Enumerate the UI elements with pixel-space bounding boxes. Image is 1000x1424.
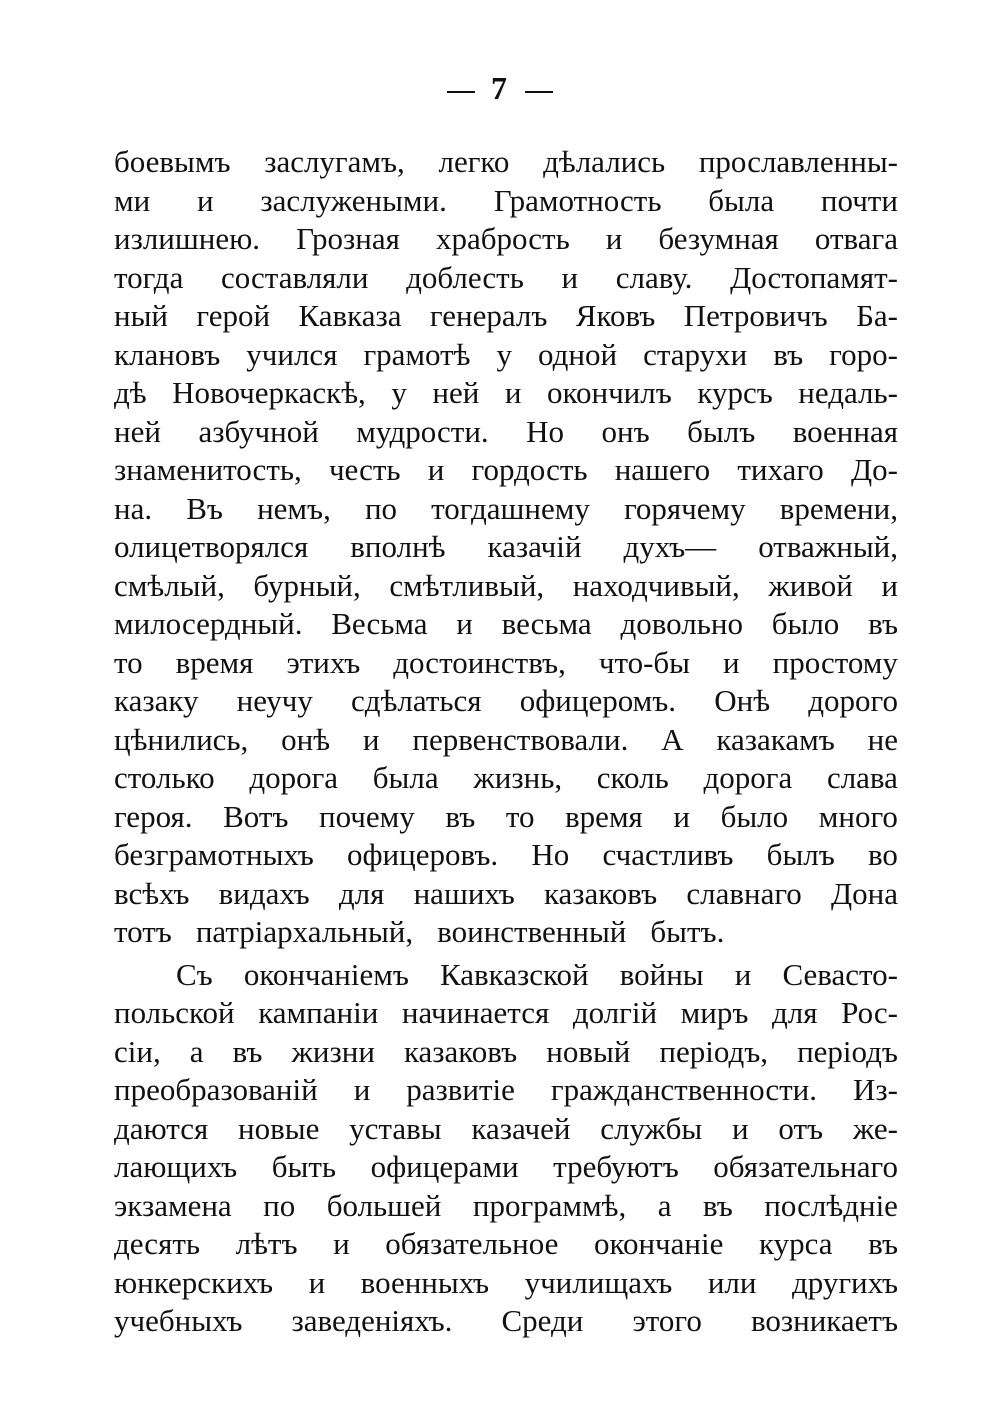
word: лѣтъ bbox=[235, 1226, 298, 1261]
word: старухи bbox=[643, 336, 748, 372]
text-line bbox=[114, 721, 898, 760]
word: другихъ bbox=[791, 1264, 898, 1300]
text-line bbox=[114, 644, 898, 683]
word: и bbox=[881, 567, 898, 603]
word: живой bbox=[768, 567, 853, 603]
word: горо- bbox=[829, 336, 898, 372]
word: и bbox=[427, 452, 445, 487]
word: и bbox=[362, 721, 380, 757]
word: и bbox=[353, 1072, 371, 1107]
word: Вотъ bbox=[223, 798, 289, 834]
word: вполнѣ bbox=[350, 529, 446, 564]
word: офицеромъ. bbox=[519, 683, 677, 718]
word: первенствовали. bbox=[412, 721, 629, 757]
word: казачій bbox=[487, 529, 582, 564]
word: безумная bbox=[658, 221, 779, 256]
word: достоинствъ, bbox=[393, 644, 566, 680]
word: у bbox=[496, 336, 513, 372]
word: составляли bbox=[220, 259, 369, 295]
word: развитіе bbox=[406, 1072, 515, 1107]
text-line bbox=[114, 605, 898, 644]
word: войны bbox=[619, 956, 704, 992]
word: Въ bbox=[186, 490, 223, 526]
word: знаменитость, bbox=[114, 452, 302, 487]
word: въ bbox=[232, 1033, 263, 1069]
word: и bbox=[605, 221, 623, 256]
word: азбучной bbox=[198, 413, 319, 449]
word: олицетворялся bbox=[114, 529, 309, 564]
word: даются bbox=[114, 1110, 209, 1146]
word: и bbox=[504, 375, 522, 410]
word: казаку bbox=[114, 683, 199, 718]
word: ней bbox=[432, 375, 480, 410]
word: Но bbox=[531, 837, 570, 872]
word: время bbox=[565, 798, 643, 834]
word: лающихъ bbox=[114, 1149, 238, 1184]
word: немъ, bbox=[257, 490, 331, 526]
word: была bbox=[708, 182, 775, 218]
word: ный bbox=[114, 298, 169, 333]
text-line bbox=[114, 836, 898, 875]
word: бурный, bbox=[253, 567, 361, 603]
word: легко bbox=[438, 144, 510, 179]
word: миръ bbox=[680, 995, 749, 1030]
word: находчивый, bbox=[572, 567, 740, 603]
text-line bbox=[114, 1302, 898, 1341]
text-line bbox=[114, 374, 898, 413]
word: клановъ bbox=[114, 336, 221, 372]
word: дорога bbox=[249, 760, 339, 795]
word: дорога bbox=[703, 760, 793, 795]
word: этихъ bbox=[286, 644, 361, 680]
word: одной bbox=[538, 336, 618, 372]
text-line bbox=[114, 259, 898, 298]
text-line bbox=[114, 182, 898, 221]
word: сіи, bbox=[114, 1033, 161, 1069]
text-line bbox=[114, 1187, 898, 1226]
word: и bbox=[308, 1264, 326, 1300]
word: былъ bbox=[766, 837, 835, 872]
word: герой bbox=[196, 298, 271, 333]
word: экзамена bbox=[114, 1187, 232, 1223]
word: ней bbox=[114, 413, 161, 449]
word: періодъ bbox=[797, 1033, 898, 1069]
word: то bbox=[114, 644, 143, 680]
word: польской bbox=[114, 995, 235, 1030]
word: Достопамят- bbox=[730, 259, 898, 295]
word: Среди bbox=[501, 1303, 584, 1338]
word: Онѣ bbox=[714, 683, 771, 718]
word: нашихъ bbox=[413, 875, 515, 911]
word: счастливъ bbox=[602, 837, 734, 872]
text-line bbox=[114, 875, 898, 914]
word: честь bbox=[328, 452, 401, 487]
word: учебныхъ bbox=[114, 1303, 243, 1338]
word: въ bbox=[868, 1226, 898, 1261]
word: довольно bbox=[620, 606, 743, 641]
word: Петровичъ bbox=[683, 298, 828, 333]
word: Севасто- bbox=[782, 956, 898, 992]
word: отвага bbox=[814, 221, 898, 256]
text-line bbox=[114, 956, 898, 995]
word: безграмотныхъ bbox=[114, 837, 314, 872]
word: отъ bbox=[778, 1110, 824, 1146]
word: въ bbox=[702, 1187, 733, 1223]
word: духъ— bbox=[623, 529, 717, 564]
word: заведеніяхъ. bbox=[291, 1303, 453, 1338]
word: смѣлый, bbox=[114, 567, 225, 603]
word: До- bbox=[850, 452, 898, 487]
word: возникаетъ bbox=[750, 1303, 898, 1338]
word: казаковъ bbox=[543, 875, 658, 911]
word: столько bbox=[114, 760, 215, 795]
word: почему bbox=[319, 798, 415, 834]
word: для bbox=[338, 875, 385, 911]
word: послѣдніе bbox=[764, 1187, 898, 1223]
word: было bbox=[720, 798, 789, 834]
word: славу. bbox=[615, 259, 693, 295]
word: Ба- bbox=[856, 298, 898, 333]
text-line bbox=[114, 413, 898, 452]
word: большей bbox=[326, 1187, 442, 1223]
word: долгій bbox=[572, 995, 658, 1030]
word: доблесть bbox=[406, 259, 524, 295]
word: храбрость bbox=[435, 221, 570, 256]
word: начинается bbox=[401, 995, 550, 1030]
word: программѣ, bbox=[472, 1187, 627, 1223]
word: грамотѣ bbox=[363, 336, 471, 372]
text-line bbox=[114, 220, 898, 259]
word: видахъ bbox=[218, 875, 310, 911]
word: военная bbox=[792, 413, 898, 449]
word: и bbox=[673, 798, 690, 834]
word: Рос- bbox=[841, 995, 898, 1030]
word: въ bbox=[868, 606, 898, 641]
word: періодъ, bbox=[659, 1033, 769, 1069]
text-line bbox=[114, 1148, 898, 1187]
word: недаль- bbox=[798, 375, 898, 410]
page-number: 7 bbox=[491, 70, 509, 106]
text-line bbox=[114, 451, 898, 490]
word: горячему bbox=[623, 490, 746, 526]
word: заслужеными. bbox=[260, 182, 447, 218]
word: онъ bbox=[601, 413, 650, 449]
text-line bbox=[114, 682, 898, 721]
word: по bbox=[263, 1187, 296, 1223]
word: тихаго bbox=[737, 452, 824, 487]
word: дѣлались bbox=[543, 144, 666, 179]
text-line bbox=[114, 798, 898, 837]
word: то bbox=[505, 798, 535, 834]
word: окончаніе bbox=[593, 1226, 724, 1261]
word: этого bbox=[632, 1303, 702, 1338]
word: новые bbox=[238, 1110, 320, 1146]
word: уставы bbox=[349, 1110, 442, 1146]
word: на. bbox=[114, 490, 153, 526]
word: жизнь, bbox=[473, 760, 563, 795]
paragraph bbox=[114, 956, 898, 1341]
word: учился bbox=[246, 336, 338, 372]
word: же- bbox=[852, 1110, 898, 1146]
word: всѣхъ bbox=[114, 875, 190, 911]
word: бытъ. bbox=[650, 914, 725, 949]
word: тогда bbox=[114, 259, 184, 295]
word: мудрости. bbox=[356, 413, 489, 449]
text-line bbox=[114, 1264, 898, 1303]
word: тогдашнему bbox=[431, 490, 590, 526]
word: время bbox=[175, 644, 254, 680]
text-line bbox=[114, 994, 898, 1033]
word: славнаго bbox=[686, 875, 802, 911]
text-line bbox=[114, 1071, 898, 1110]
word: и bbox=[723, 644, 740, 680]
word: въ bbox=[445, 798, 476, 834]
word: излишнею. bbox=[114, 221, 261, 256]
page-number-header bbox=[0, 70, 1000, 107]
word: казачей bbox=[471, 1110, 571, 1146]
right-dash bbox=[525, 91, 553, 93]
word: времени, bbox=[779, 490, 898, 526]
word: прославленны- bbox=[698, 144, 898, 179]
word: гордость bbox=[471, 452, 588, 487]
word: новый bbox=[546, 1033, 631, 1069]
word: десять bbox=[114, 1226, 201, 1261]
word: курса bbox=[758, 1226, 833, 1261]
word: заслугамъ, bbox=[264, 144, 405, 179]
word: что-бы bbox=[598, 644, 691, 680]
word: простому bbox=[772, 644, 898, 680]
word: и bbox=[734, 956, 752, 992]
word: казаковъ bbox=[403, 1033, 518, 1069]
word: въ bbox=[773, 336, 804, 372]
word: дѣ bbox=[114, 375, 147, 410]
text-line bbox=[114, 567, 898, 606]
word: и bbox=[197, 182, 214, 218]
word: по bbox=[364, 490, 398, 526]
word: во bbox=[868, 837, 898, 872]
word: Весьма bbox=[331, 606, 428, 641]
word: Съ bbox=[176, 956, 213, 992]
word: сколь bbox=[596, 760, 669, 795]
word: юнкерскихъ bbox=[114, 1264, 274, 1300]
word: и bbox=[561, 259, 579, 295]
text-line bbox=[114, 1225, 898, 1264]
word: училищахъ bbox=[524, 1264, 673, 1300]
text-line bbox=[114, 1110, 898, 1149]
word: патріархальный, bbox=[195, 914, 414, 949]
word: былъ bbox=[687, 413, 756, 449]
word: Из- bbox=[853, 1072, 898, 1107]
word: тотъ bbox=[114, 914, 172, 949]
word: окончаніемъ bbox=[243, 956, 409, 992]
word: жизни bbox=[291, 1033, 375, 1069]
word: Кавказской bbox=[439, 956, 589, 992]
text-line bbox=[114, 490, 898, 529]
text-line bbox=[114, 528, 898, 567]
word: милосердный. bbox=[114, 606, 303, 641]
word: военныхъ bbox=[360, 1264, 490, 1300]
word: курсъ bbox=[697, 375, 773, 410]
word: цѣнились, bbox=[114, 721, 249, 757]
word: и bbox=[456, 606, 473, 641]
text-line bbox=[114, 336, 898, 375]
word: смѣтливый, bbox=[389, 567, 545, 603]
word: дорого bbox=[808, 683, 898, 718]
word: Яковъ bbox=[575, 298, 656, 333]
word: а bbox=[657, 1187, 672, 1223]
word: была bbox=[372, 760, 439, 795]
word: для bbox=[772, 995, 818, 1030]
word: генералъ bbox=[429, 298, 548, 333]
word: окончилъ bbox=[547, 375, 672, 410]
word: неучу bbox=[236, 683, 313, 718]
text-line bbox=[114, 143, 898, 182]
word: гражданственности. bbox=[550, 1072, 818, 1107]
word: офицерами bbox=[370, 1149, 519, 1184]
word: у bbox=[391, 375, 407, 410]
word: Но bbox=[526, 413, 565, 449]
word: требуютъ bbox=[553, 1149, 679, 1184]
text-line bbox=[114, 913, 898, 952]
word: Дона bbox=[831, 875, 898, 911]
word: кампаніи bbox=[258, 995, 379, 1030]
word: преобразованій bbox=[114, 1072, 318, 1107]
word: и bbox=[731, 1110, 749, 1146]
word: ми bbox=[114, 182, 151, 218]
word: сдѣлаться bbox=[351, 683, 482, 718]
word: нашего bbox=[614, 452, 711, 487]
word: воинственный bbox=[437, 914, 627, 949]
word: Грамотность bbox=[493, 182, 662, 218]
word: А bbox=[661, 721, 684, 757]
word: и bbox=[333, 1226, 350, 1261]
text-line bbox=[114, 759, 898, 798]
word: обязательнаго bbox=[713, 1149, 898, 1184]
word: много bbox=[818, 798, 898, 834]
word: Грозная bbox=[296, 221, 400, 256]
word: службы bbox=[600, 1110, 703, 1146]
paragraph bbox=[114, 143, 898, 952]
word: не bbox=[867, 721, 898, 757]
text-line bbox=[114, 297, 898, 336]
left-dash bbox=[447, 91, 475, 93]
word: или bbox=[707, 1264, 757, 1300]
word: почти bbox=[820, 182, 898, 218]
word: Кавказа bbox=[298, 298, 402, 333]
word: а bbox=[189, 1033, 204, 1069]
word: обязательное bbox=[385, 1226, 559, 1261]
word: казакамъ bbox=[716, 721, 835, 757]
body-text bbox=[114, 143, 898, 1341]
word: весьма bbox=[501, 606, 592, 641]
word: офицеровъ. bbox=[346, 837, 499, 872]
word: онѣ bbox=[281, 721, 331, 757]
word: боевымъ bbox=[114, 144, 231, 179]
word: было bbox=[771, 606, 840, 641]
word: отважный, bbox=[758, 529, 898, 564]
word: быть bbox=[271, 1149, 337, 1184]
text-line bbox=[114, 1033, 898, 1072]
word: слава bbox=[826, 760, 898, 795]
word: Новочеркаскѣ, bbox=[172, 375, 366, 410]
word: героя. bbox=[114, 798, 193, 834]
